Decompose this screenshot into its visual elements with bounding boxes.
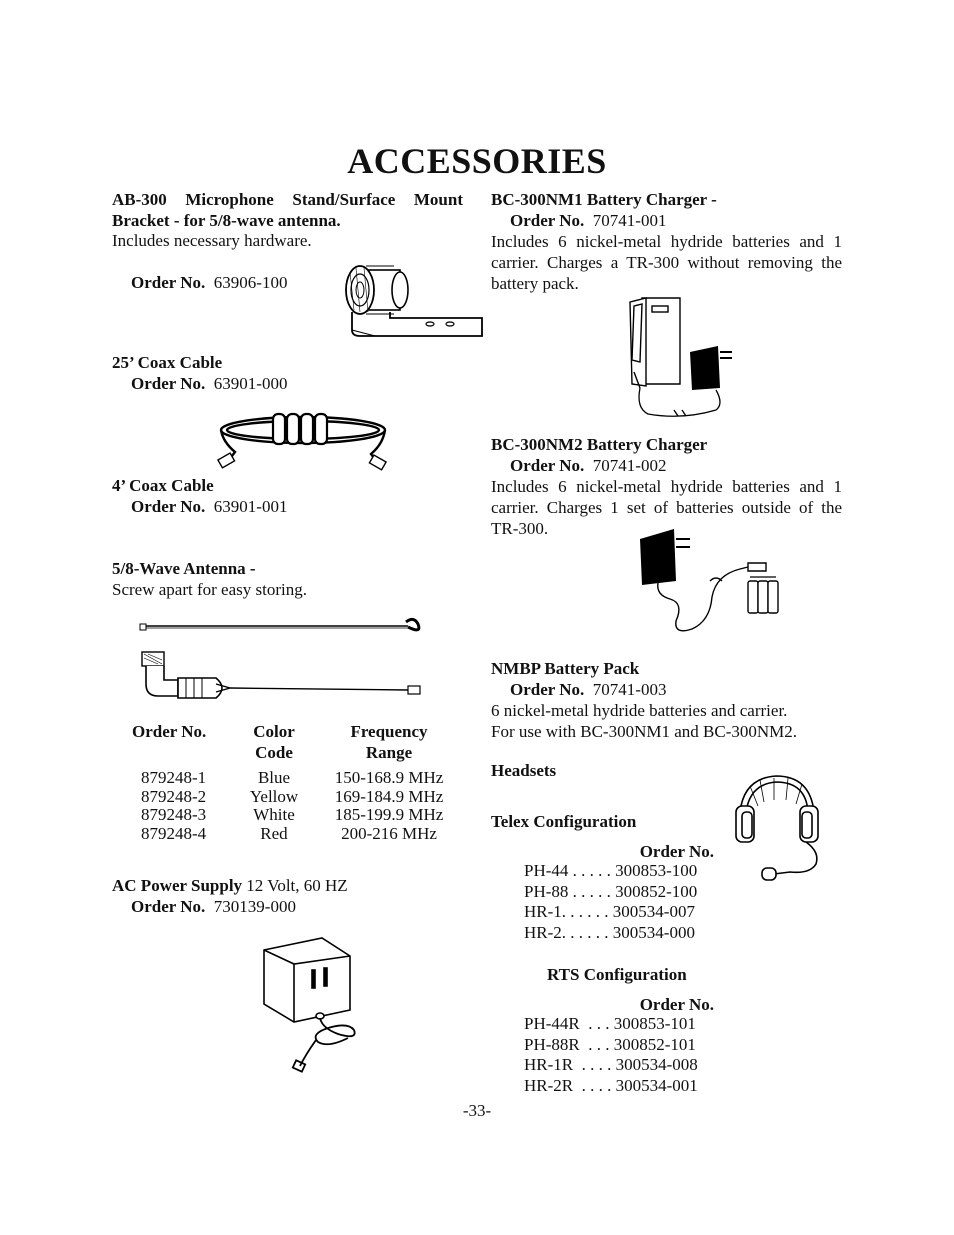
cell-color: Red — [260, 823, 288, 843]
page-number: -33- — [462, 1101, 492, 1120]
header-order-no: Order No. — [132, 722, 207, 741]
bc-nm1-block — [491, 189, 842, 294]
antenna-heading: 5/8-Wave Antenna - — [112, 559, 256, 578]
cell-color: Yellow — [249, 786, 299, 806]
rts-heading: RTS Configuration — [547, 965, 687, 984]
table-row — [132, 788, 466, 807]
coax25-block — [112, 352, 287, 394]
bc-nm1-heading: BC-300NM1 Battery Charger - — [491, 190, 717, 209]
order-number: 63901-001 — [213, 497, 288, 516]
ab300-heading — [112, 189, 463, 231]
list-item: HR-2. . . . . . 300534-000 — [524, 922, 695, 942]
antenna-description: Screw apart for easy storing. — [112, 580, 307, 599]
charger-nm2-illustration — [636, 525, 786, 640]
header-color-code: Color Code — [253, 722, 295, 762]
nmbp-description-line1: 6 nickel-metal hydride batteries and carrier. — [491, 701, 788, 720]
header-frequency-range: Frequency Range — [350, 722, 428, 762]
bc-nm2-heading: BC-300NM2 Battery Charger — [491, 435, 708, 454]
charger-nm1-illustration — [612, 292, 752, 422]
table-header-row — [132, 721, 466, 763]
order-number: 730139-000 — [213, 897, 296, 916]
ac-power-heading: AC Power Supply — [112, 876, 243, 895]
antenna-frequency-table — [132, 721, 466, 843]
telex-order-label: Order No. — [639, 842, 714, 861]
order-label: Order No. — [510, 211, 585, 230]
order-number: 63906-100 — [213, 273, 288, 292]
page-title: ACCESSORIES — [347, 141, 607, 181]
ab300-order — [131, 272, 287, 293]
cell-color: White — [253, 805, 295, 824]
rts-order-label: Order No. — [639, 995, 714, 1014]
order-label: Order No. — [131, 897, 206, 916]
list-item: HR-2R . . . . 300534-001 — [524, 1075, 698, 1095]
telex-list — [524, 861, 697, 943]
order-number: 63901-000 — [213, 374, 288, 393]
table-row — [132, 825, 466, 844]
ab300-heading-line2: Bracket - for 5/8-wave antenna. — [112, 211, 341, 230]
ac-adapter-illustration — [258, 930, 378, 1075]
nmbp-heading: NMBP Battery Pack — [491, 659, 640, 678]
order-number: 70741-003 — [592, 680, 667, 699]
bc-nm2-block — [491, 434, 842, 539]
coax-cable-illustration — [215, 408, 390, 473]
order-label: Order No. — [510, 456, 585, 475]
order-label: Order No. — [131, 374, 206, 393]
ab300-heading-line1: AB-300 Microphone Stand/Surface Mount — [112, 190, 463, 209]
cell-frequency: 185-199.9 MHz — [334, 805, 444, 824]
table-row — [132, 806, 466, 825]
telex-heading: Telex Configuration — [491, 812, 637, 831]
list-item: HR-1R . . . . 300534-008 — [524, 1055, 698, 1074]
nmbp-description-line2: For use with BC-300NM1 and BC-300NM2. — [491, 722, 798, 741]
antenna-block — [112, 558, 307, 600]
cell-frequency: 169-184.9 MHz — [334, 786, 444, 806]
coax4-heading: 4’ Coax Cable — [112, 476, 214, 495]
rts-list — [524, 1014, 698, 1096]
cell-order-no: 879248-2 — [141, 786, 207, 806]
list-item: PH-44R . . . 300853-101 — [524, 1014, 696, 1033]
cell-frequency: 150-168.9 MHz — [334, 768, 444, 787]
list-item: HR-1. . . . . . 300534-007 — [524, 902, 695, 921]
cell-color: Blue — [257, 768, 291, 787]
ac-power-spec: 12 Volt, 60 HZ — [242, 876, 348, 895]
order-number: 70741-001 — [592, 211, 667, 230]
headsets-heading: Headsets — [491, 761, 557, 780]
antenna-illustration — [138, 612, 428, 712]
list-item: PH-88 . . . . . 300852-100 — [524, 881, 698, 901]
order-number: 70741-002 — [592, 456, 667, 475]
order-label: Order No. — [131, 497, 206, 516]
cell-order-no: 879248-1 — [141, 768, 207, 787]
order-label: Order No. — [131, 273, 206, 292]
cell-frequency: 200-216 MHz — [341, 823, 437, 843]
list-item: PH-88R . . . 300852-101 — [524, 1034, 696, 1054]
bracket-illustration — [330, 252, 490, 342]
bc-nm1-description: Includes 6 nickel-metal hydride batteries and 1 carrier. Charges a TR-300 without removing the battery pack. — [491, 232, 842, 293]
cell-order-no: 879248-3 — [141, 805, 207, 824]
list-item: PH-44 . . . . . 300853-100 — [524, 861, 698, 880]
nmbp-block — [491, 658, 851, 742]
table-row — [132, 769, 466, 788]
headset-illustration — [730, 772, 825, 887]
coax4-block — [112, 475, 287, 517]
ab300-description: Includes necessary hardware. — [112, 231, 312, 250]
bc-nm2-description: Includes 6 nickel-metal hydride batteries and 1 carrier. Charges 1 set of batteries outside of the TR-300. — [491, 477, 842, 538]
order-label: Order No. — [510, 680, 585, 699]
coax25-heading: 25’ Coax Cable — [112, 353, 223, 372]
cell-order-no: 879248-4 — [141, 823, 207, 843]
ac-power-block — [112, 875, 348, 917]
